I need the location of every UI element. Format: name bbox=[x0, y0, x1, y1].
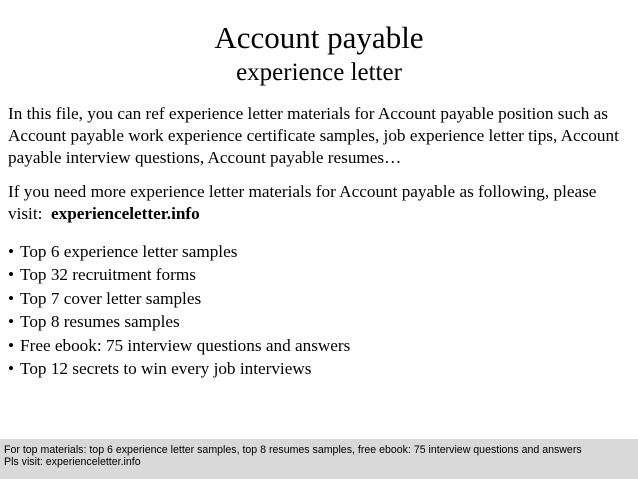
footer-line-2: Pls visit: experienceletter.info bbox=[4, 456, 141, 468]
main-content bbox=[8, 103, 634, 380]
title-line-1: Account payable bbox=[214, 20, 424, 55]
footer-bar bbox=[0, 439, 638, 479]
list-item: • Top 12 secrets to win every job interviews bbox=[8, 357, 634, 380]
intro-paragraph: In this file, you can ref experience letter materials for Account payable position such as Account payable work experience certificate samples, job experience letter tips, Account payable interview questions, Account payable resumes… bbox=[8, 104, 619, 167]
visit-text: If you need more experience letter materials for Account payable as following, please visit: bbox=[8, 182, 597, 223]
footer-line-1: For top materials: top 6 experience letter samples, top 8 resumes samples, free ebook: 75 interview questions and answers bbox=[4, 444, 582, 456]
list-item: • Top 8 resumes samples bbox=[8, 310, 634, 333]
website-link[interactable]: experienceletter.info bbox=[50, 204, 200, 223]
list-item: • Top 7 cover letter samples bbox=[8, 287, 634, 310]
title-line-2: experience letter bbox=[236, 59, 402, 86]
page-title bbox=[0, 20, 638, 88]
list-item: • Free ebook: 75 interview questions and answers bbox=[8, 334, 634, 357]
list-item: • Top 32 recruitment forms bbox=[8, 263, 634, 286]
list-item: • Top 6 experience letter samples bbox=[8, 240, 634, 263]
materials-list bbox=[8, 240, 634, 380]
visit-paragraph bbox=[8, 181, 634, 225]
